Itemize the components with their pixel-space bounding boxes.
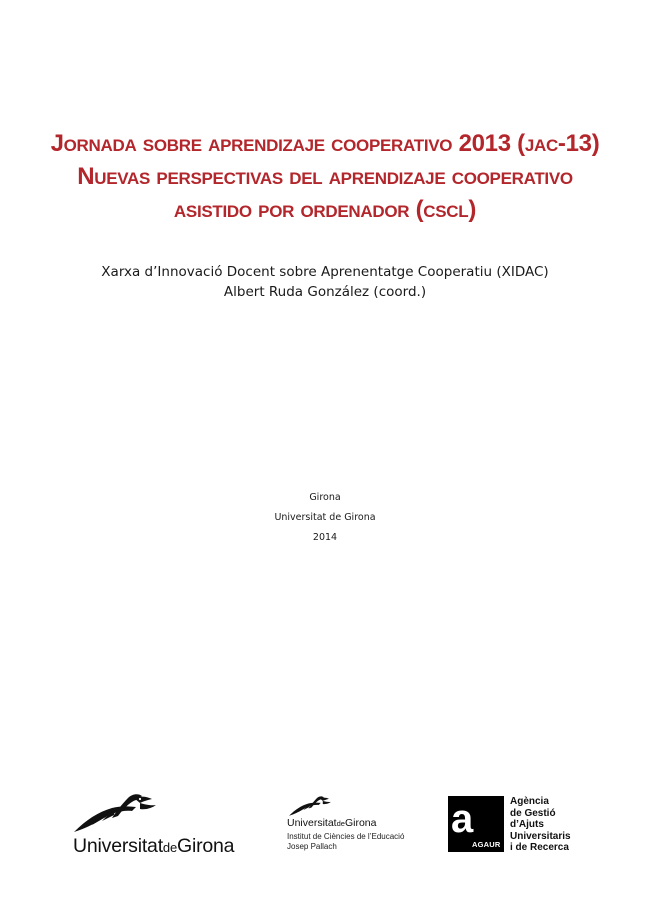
imprint-block (0, 488, 650, 548)
imprint-city: Girona (309, 492, 341, 503)
agaur-name-line: d’Ajuts (510, 819, 544, 830)
udg-logo (72, 792, 247, 862)
authors-block (0, 262, 650, 302)
author-network: Xarxa d’Innovació Docent sobre Aprenentatge Cooperatiu (XIDAC) (101, 264, 549, 280)
agaur-mark (448, 796, 504, 852)
ice-wordmark (287, 817, 376, 829)
imprint-year: 2014 (312, 532, 338, 543)
title-line-1: Jornada sobre aprendizaje cooperativo 2013 (jac-13) (50, 130, 600, 157)
udg-name-main: Universitat (73, 835, 163, 857)
ice-name-main: Universitat (287, 817, 337, 829)
agaur-letter: a (451, 797, 474, 841)
udg-name-end: Girona (176, 835, 235, 857)
agaur-acronym: AGAUR (472, 840, 501, 849)
ice-logo (286, 795, 426, 855)
ice-name-small: de (336, 819, 345, 828)
udg-name-small: de (162, 840, 177, 855)
udg-wordmark (73, 835, 234, 858)
ice-institute-line: Institut de Ciències de l’Educació (287, 832, 405, 841)
bird-icon (288, 795, 332, 817)
agaur-logo (448, 796, 578, 858)
imprint-publisher: Universitat de Girona (274, 512, 376, 523)
agaur-name-line: i de Recerca (510, 842, 569, 853)
bird-icon (72, 792, 158, 834)
agaur-name-line: Universitaris (510, 830, 571, 842)
agaur-name-line: Agència (510, 796, 549, 807)
ice-name-end: Girona (344, 817, 377, 829)
agaur-names (510, 796, 571, 854)
ice-pallach-line: Josep Pallach (287, 842, 337, 851)
author-coordinator: Albert Ruda González (coord.) (223, 284, 427, 300)
book-title (0, 127, 650, 226)
agaur-name-line: de Gestió (510, 807, 556, 819)
title-line-3: asistido por ordenador (cscl) (173, 196, 477, 223)
title-line-2: Nuevas perspectivas del aprendizaje cooperativo (77, 163, 573, 190)
